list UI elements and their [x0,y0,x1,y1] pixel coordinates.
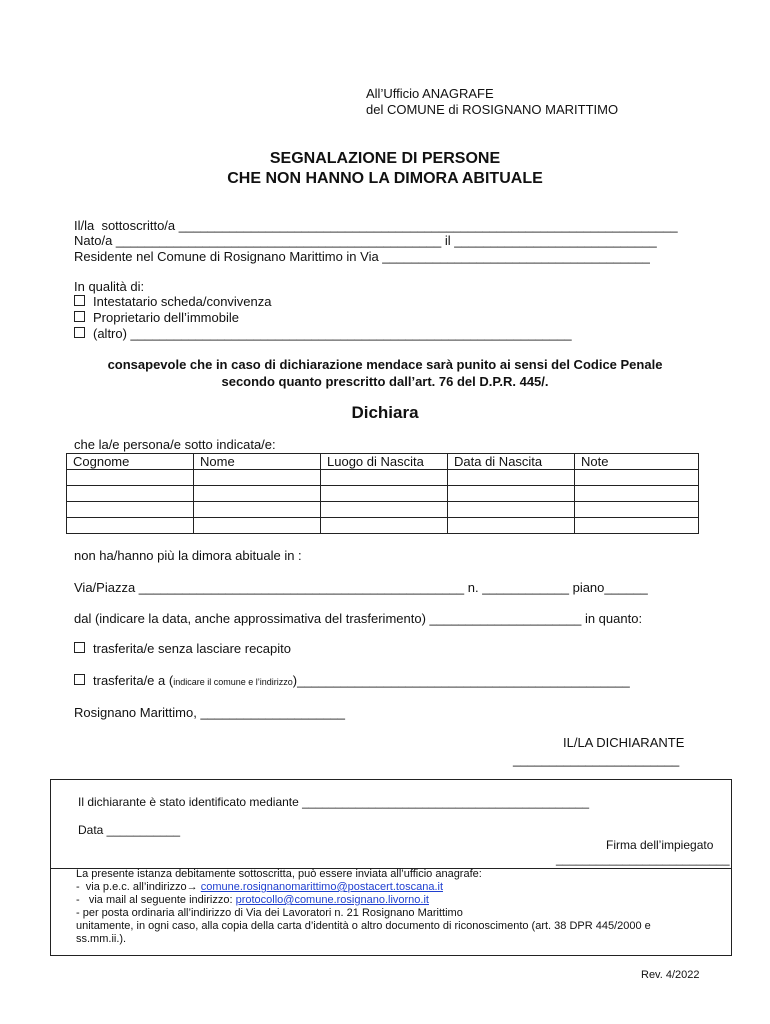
table-cell[interactable] [321,470,448,486]
sottoscritto-field[interactable]: Il/la sottoscritto/a _____________________________________________________________________ [74,218,678,233]
header-nome: Nome [194,454,321,470]
non-dimora-text: non ha/hanno più la dimora abituale in : [74,548,302,563]
table-cell[interactable] [448,486,575,502]
nato-field[interactable]: Nato/a _____________________________________________ il ____________________________ [74,233,657,248]
identified-field[interactable]: Il dichiarante è stato identificato mediante ___________________________________________ [78,795,590,809]
header-data: Data di Nascita [448,454,575,470]
persons-table [66,453,699,534]
table-cell[interactable] [575,502,699,518]
place-date-field[interactable]: Rosignano Marittimo, ____________________ [74,705,346,720]
firma-label: Firma dell’impiegato [606,838,714,852]
option-trasferita-a[interactable]: trasferita/e a (indicare il comune e l’indirizzo)______________________________________________ [74,673,630,690]
info-mail: - via mail al seguente indirizzo: protocollo@comune.rosignano.livorno.it [76,894,429,906]
table-cell[interactable] [67,502,194,518]
signer-line[interactable]: _______________________ [513,752,680,767]
table-row[interactable] [67,486,699,502]
table-cell[interactable] [448,518,575,534]
info-line-6: ss.mm.ii.). [76,933,127,945]
table-cell[interactable] [575,486,699,502]
info-pec: - via p.e.c. all’indirizzo→ comune.rosignanomarittimo@postacert.toscana.it [76,881,443,893]
via-field[interactable]: Via/Piazza _____________________________________________ n. ____________ piano______ [74,580,648,595]
mail-link[interactable]: protocollo@comune.rosignano.livorno.it [235,894,429,906]
addressee-line-2: del COMUNE di ROSIGNANO MARITTIMO [366,102,619,117]
table-cell[interactable] [321,518,448,534]
title-line-1: SEGNALAZIONE DI PERSONE [269,150,501,167]
warning-line-2: secondo quanto prescritto dall’art. 76 del D.P.R. 445/. [221,374,549,389]
table-cell[interactable] [448,502,575,518]
data-field[interactable]: Data ___________ [78,823,181,837]
checkbox-icon[interactable] [74,311,85,322]
table-cell[interactable] [67,470,194,486]
table-cell[interactable] [321,486,448,502]
table-row[interactable] [67,470,699,486]
signer-label: IL/LA DICHIARANTE [563,735,685,750]
checkbox-icon[interactable] [74,327,85,338]
table-row[interactable] [67,502,699,518]
header-cognome: Cognome [67,454,194,470]
info-line-1: La presente istanza debitamente sottoscritta, può essere inviata all’ufficio anagrafe: [76,868,482,880]
table-cell[interactable] [575,518,699,534]
checkbox-icon[interactable] [74,674,85,685]
addressee-line-1: All’Ufficio ANAGRAFE [366,86,494,101]
persons-intro: che la/e persona/e sotto indicata/e: [74,437,276,452]
option-altro[interactable]: (altro) _____________________________________________________________ [74,326,572,342]
table-row[interactable] [67,518,699,534]
title-line-2: CHE NON HANNO LA DIMORA ABITUALE [227,170,543,187]
info-posta: - per posta ordinaria all’indirizzo di Via dei Lavoratori n. 21 Rosignano Marittimo [76,907,463,919]
qualita-label: In qualità di: [74,279,145,294]
header-note: Note [575,454,699,470]
info-line-5: unitamente, in ogni caso, alla copia della carta d’identità o altro documento di riconoscimento (art. 38 DPR 445/2000 e [76,920,651,932]
dichiara-heading: Dichiara [351,403,419,422]
table-cell[interactable] [575,470,699,486]
table-cell[interactable] [194,470,321,486]
warning-line-1: consapevole che in caso di dichiarazione mendace sarà punito ai sensi del Codice Penale [107,357,663,372]
table-cell[interactable] [194,486,321,502]
table-cell[interactable] [67,518,194,534]
revision-label: Rev. 4/2022 [641,969,700,981]
pec-link[interactable]: comune.rosignanomarittimo@postacert.toscana.it [200,881,443,893]
table-cell[interactable] [194,502,321,518]
checkbox-icon[interactable] [74,642,85,653]
option-proprietario[interactable]: Proprietario dell’immobile [74,310,239,326]
header-luogo: Luogo di Nascita [321,454,448,470]
table-header-row [67,454,699,470]
dal-field[interactable]: dal (indicare la data, anche approssimativa del trasferimento) _____________________ in quanto: [74,611,643,626]
option-senza-recapito[interactable]: trasferita/e senza lasciare recapito [74,641,291,657]
table-cell[interactable] [67,486,194,502]
table-cell[interactable] [448,470,575,486]
table-cell[interactable] [194,518,321,534]
firma-line[interactable]: __________________________ [556,852,730,866]
table-cell[interactable] [321,502,448,518]
checkbox-icon[interactable] [74,295,85,306]
option-intestatario[interactable]: Intestatario scheda/convivenza [74,294,272,310]
residente-field[interactable]: Residente nel Comune di Rosignano Marittimo in Via _____________________________________ [74,249,650,264]
